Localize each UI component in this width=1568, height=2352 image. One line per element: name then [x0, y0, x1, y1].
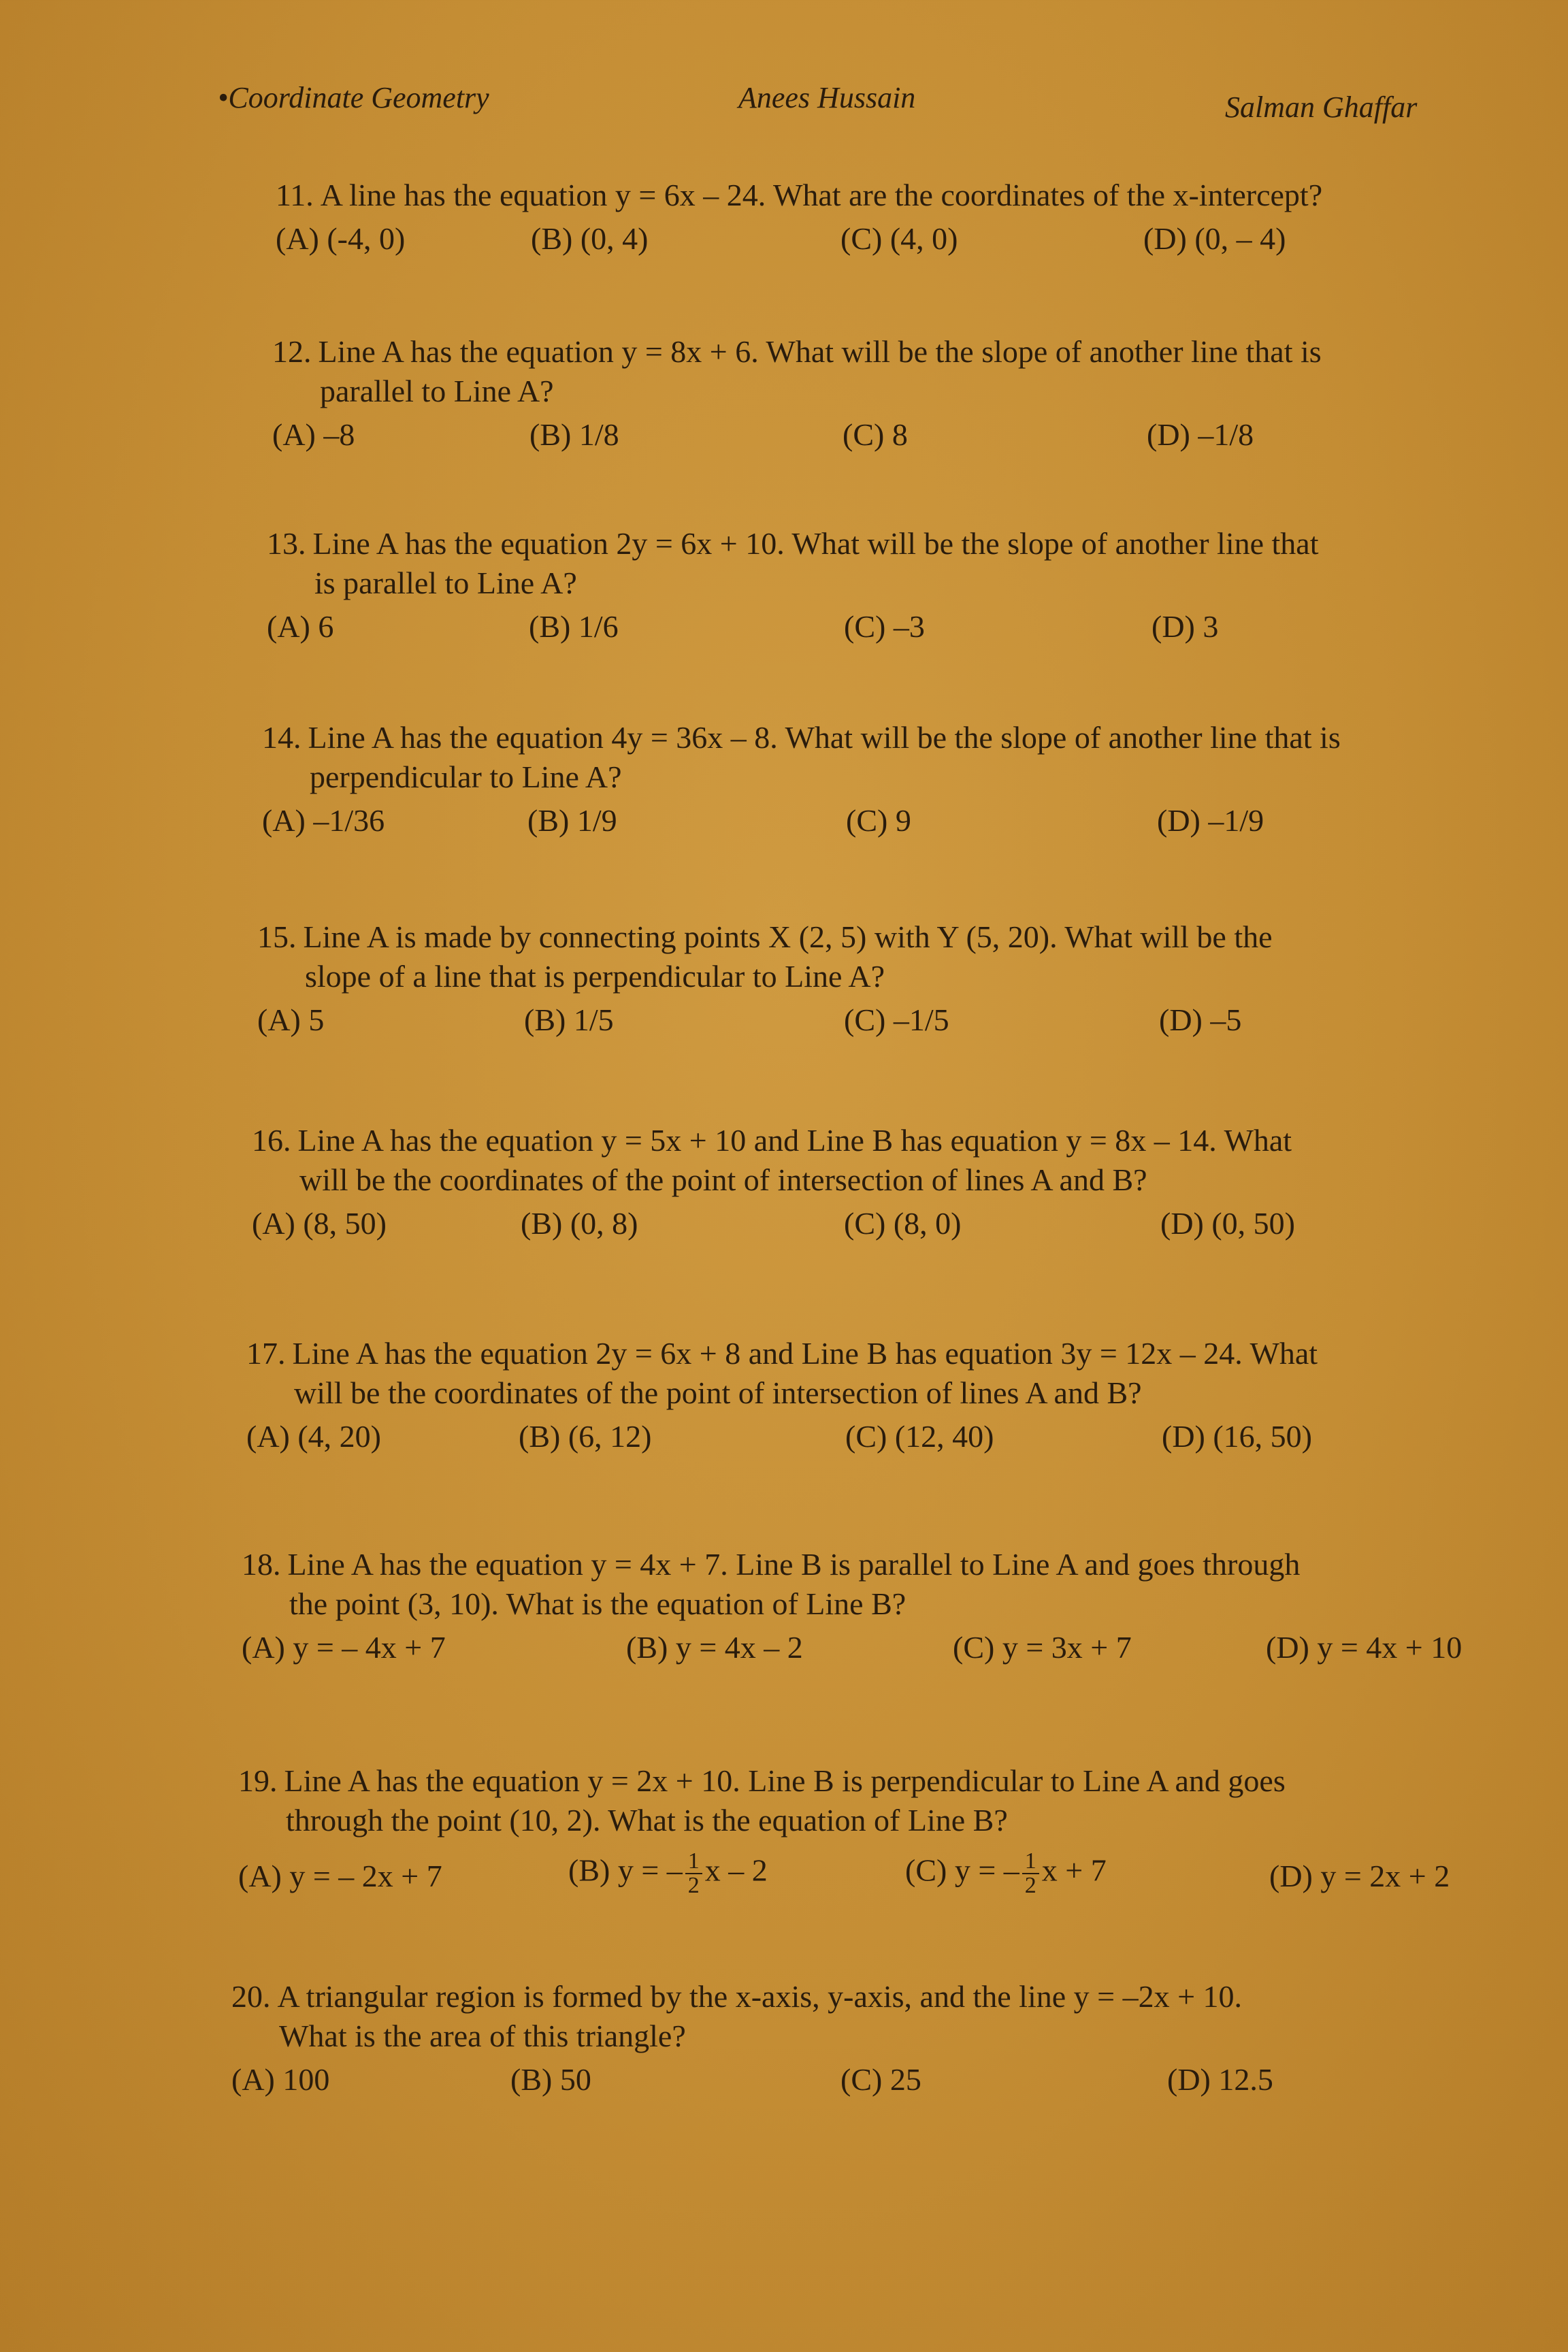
question-number: 19.: [238, 1763, 278, 1798]
fraction-numerator: 1: [685, 1850, 702, 1874]
question-13: [267, 524, 1568, 651]
option-a[interactable]: (A) y = – 2x + 7: [238, 1859, 442, 1893]
option-d[interactable]: (D) y = 4x + 10: [1266, 1630, 1463, 1665]
fraction: [1022, 1850, 1039, 1897]
option-c[interactable]: (C) 25: [840, 2062, 921, 2097]
question-number: 16.: [252, 1123, 291, 1158]
question-line: Line A has the equation 4y = 36x – 8. What will be the slope of another line that is: [308, 720, 1341, 755]
question-14: [262, 718, 1568, 845]
option-c[interactable]: [905, 1850, 1107, 1897]
question-number: 14.: [262, 720, 301, 755]
option-c[interactable]: (C) (4, 0): [840, 221, 958, 256]
option-d[interactable]: (D) (0, 50): [1160, 1206, 1295, 1241]
option-b[interactable]: (B) (0, 8): [521, 1206, 638, 1241]
option-d[interactable]: (D) –1/9: [1157, 803, 1264, 838]
option-b[interactable]: (B) 50: [510, 2062, 591, 2097]
option-d[interactable]: (D) –1/8: [1147, 417, 1254, 452]
question-line-continued: perpendicular to Line A?: [310, 760, 622, 794]
option-d[interactable]: (D) y = 2x + 2: [1269, 1859, 1450, 1893]
option-a[interactable]: (A) y = – 4x + 7: [242, 1630, 446, 1665]
author-name-1: Anees Hussain: [738, 81, 916, 114]
question-20: [231, 1977, 1558, 2104]
question-text: [252, 1121, 1568, 1160]
option-suffix: x + 7: [1041, 1852, 1107, 1888]
option-c[interactable]: (C) (8, 0): [844, 1206, 962, 1241]
answer-options: [238, 1850, 1565, 1904]
question-number: 18.: [242, 1547, 281, 1582]
option-c[interactable]: (C) (12, 40): [845, 1419, 994, 1454]
page-header: [0, 80, 1568, 128]
question-11: [276, 176, 1568, 263]
subject-title: •Coordinate Geometry: [218, 81, 489, 114]
answer-options: [276, 219, 1568, 263]
option-b[interactable]: [568, 1850, 768, 1897]
answer-options: [252, 1204, 1568, 1247]
option-c[interactable]: (C) –1/5: [844, 1002, 949, 1037]
fraction: [685, 1850, 702, 1897]
option-a[interactable]: (A) –1/36: [262, 803, 385, 838]
option-c[interactable]: (C) –3: [844, 609, 925, 644]
question-line: Line A has the equation y = 8x + 6. What will be the slope of another line that is: [318, 334, 1322, 369]
question-12: [272, 332, 1568, 459]
question-line: A triangular region is formed by the x-axis, y-axis, and the line y = –2x + 10.: [277, 1979, 1243, 2014]
option-prefix: (B) y = –: [568, 1852, 683, 1888]
question-line: Line A has the equation 2y = 6x + 8 and Line B has equation 3y = 12x – 24. What: [292, 1336, 1318, 1371]
question-number: 11.: [276, 178, 314, 212]
option-a[interactable]: (A) 100: [231, 2062, 330, 2097]
option-a[interactable]: (A) 5: [257, 1002, 325, 1037]
answer-options: [262, 801, 1568, 845]
option-b[interactable]: (B) 1/9: [527, 803, 617, 838]
question-line: Line A has the equation y = 4x + 7. Line B is parallel to Line A and goes through: [287, 1547, 1301, 1582]
option-b[interactable]: (B) 1/8: [529, 417, 619, 452]
question-17: [246, 1334, 1568, 1460]
question-line: A line has the equation y = 6x – 24. What are the coordinates of the x-intercept?: [320, 178, 1323, 212]
answer-options: [246, 1417, 1568, 1460]
question-line-continued: will be the coordinates of the point of intersection of lines A and B?: [294, 1375, 1142, 1410]
option-c[interactable]: (C) 9: [846, 803, 911, 838]
answer-options: [257, 1000, 1568, 1044]
option-prefix: (C) y = –: [905, 1852, 1019, 1888]
question-18: [242, 1545, 1568, 1671]
question-text: [262, 718, 1568, 757]
question-line: Line A has the equation 2y = 6x + 10. What will be the slope of another line that: [312, 526, 1319, 561]
question-line-continued: is parallel to Line A?: [314, 566, 577, 600]
option-a[interactable]: (A) (-4, 0): [276, 221, 406, 256]
question-line: Line A has the equation y = 2x + 10. Line B is perpendicular to Line A and goes: [284, 1763, 1286, 1798]
question-15: [257, 917, 1568, 1044]
question-line: Line A is made by connecting points X (2, 5) with Y (5, 20). What will be the: [303, 919, 1273, 954]
author-name-2: Salman Ghaffar: [1225, 91, 1418, 124]
option-c[interactable]: (C) 8: [843, 417, 908, 452]
option-a[interactable]: (A) (4, 20): [246, 1419, 381, 1454]
question-line-continued: the point (3, 10). What is the equation of Line B?: [289, 1586, 906, 1621]
question-line: Line A has the equation y = 5x + 10 and Line B has equation y = 8x – 14. What: [297, 1123, 1292, 1158]
question-text: [272, 332, 1568, 372]
question-line-continued: will be the coordinates of the point of intersection of lines A and B?: [299, 1162, 1147, 1197]
question-text: [231, 1977, 1558, 2016]
answer-options: [231, 2060, 1558, 2104]
question-number: 17.: [246, 1336, 286, 1371]
question-text: [276, 176, 1568, 215]
option-b[interactable]: (B) (0, 4): [531, 221, 649, 256]
option-b[interactable]: (B) 1/6: [529, 609, 619, 644]
option-d[interactable]: (D) (0, – 4): [1143, 221, 1286, 256]
fraction-denominator: 2: [1024, 1873, 1036, 1898]
question-number: 20.: [231, 1979, 271, 2014]
question-text: [242, 1545, 1568, 1584]
option-b[interactable]: (B) 1/5: [524, 1002, 614, 1037]
question-number: 15.: [257, 919, 297, 954]
option-a[interactable]: (A) 6: [267, 609, 334, 644]
question-line-continued: What is the area of this triangle?: [279, 2019, 686, 2053]
fraction-denominator: 2: [687, 1873, 700, 1898]
option-d[interactable]: (D) 12.5: [1167, 2062, 1273, 2097]
option-d[interactable]: (D) (16, 50): [1162, 1419, 1312, 1454]
option-suffix: x – 2: [704, 1852, 768, 1888]
option-a[interactable]: (A) –8: [272, 417, 355, 452]
question-line-continued: parallel to Line A?: [320, 374, 554, 408]
fraction-numerator: 1: [1022, 1850, 1039, 1874]
question-text: [257, 917, 1568, 957]
question-text: [238, 1761, 1565, 1801]
option-d[interactable]: (D) 3: [1152, 609, 1219, 644]
question-16: [252, 1121, 1568, 1247]
option-d[interactable]: (D) –5: [1159, 1002, 1242, 1037]
answer-options: [267, 607, 1568, 651]
option-b[interactable]: (B) (6, 12): [519, 1419, 652, 1454]
question-text: [267, 524, 1568, 564]
question-number: 13.: [267, 526, 306, 561]
option-a[interactable]: (A) (8, 50): [252, 1206, 387, 1241]
question-number: 12.: [272, 334, 312, 369]
question-19: [238, 1761, 1565, 1904]
question-text: [246, 1334, 1568, 1373]
option-c[interactable]: (C) y = 3x + 7: [953, 1630, 1132, 1665]
question-line-continued: slope of a line that is perpendicular to Line A?: [305, 959, 885, 994]
question-line-continued: through the point (10, 2). What is the equation of Line B?: [286, 1803, 1008, 1838]
answer-options: [242, 1628, 1568, 1671]
option-b[interactable]: (B) y = 4x – 2: [626, 1630, 803, 1665]
answer-options: [272, 415, 1568, 459]
